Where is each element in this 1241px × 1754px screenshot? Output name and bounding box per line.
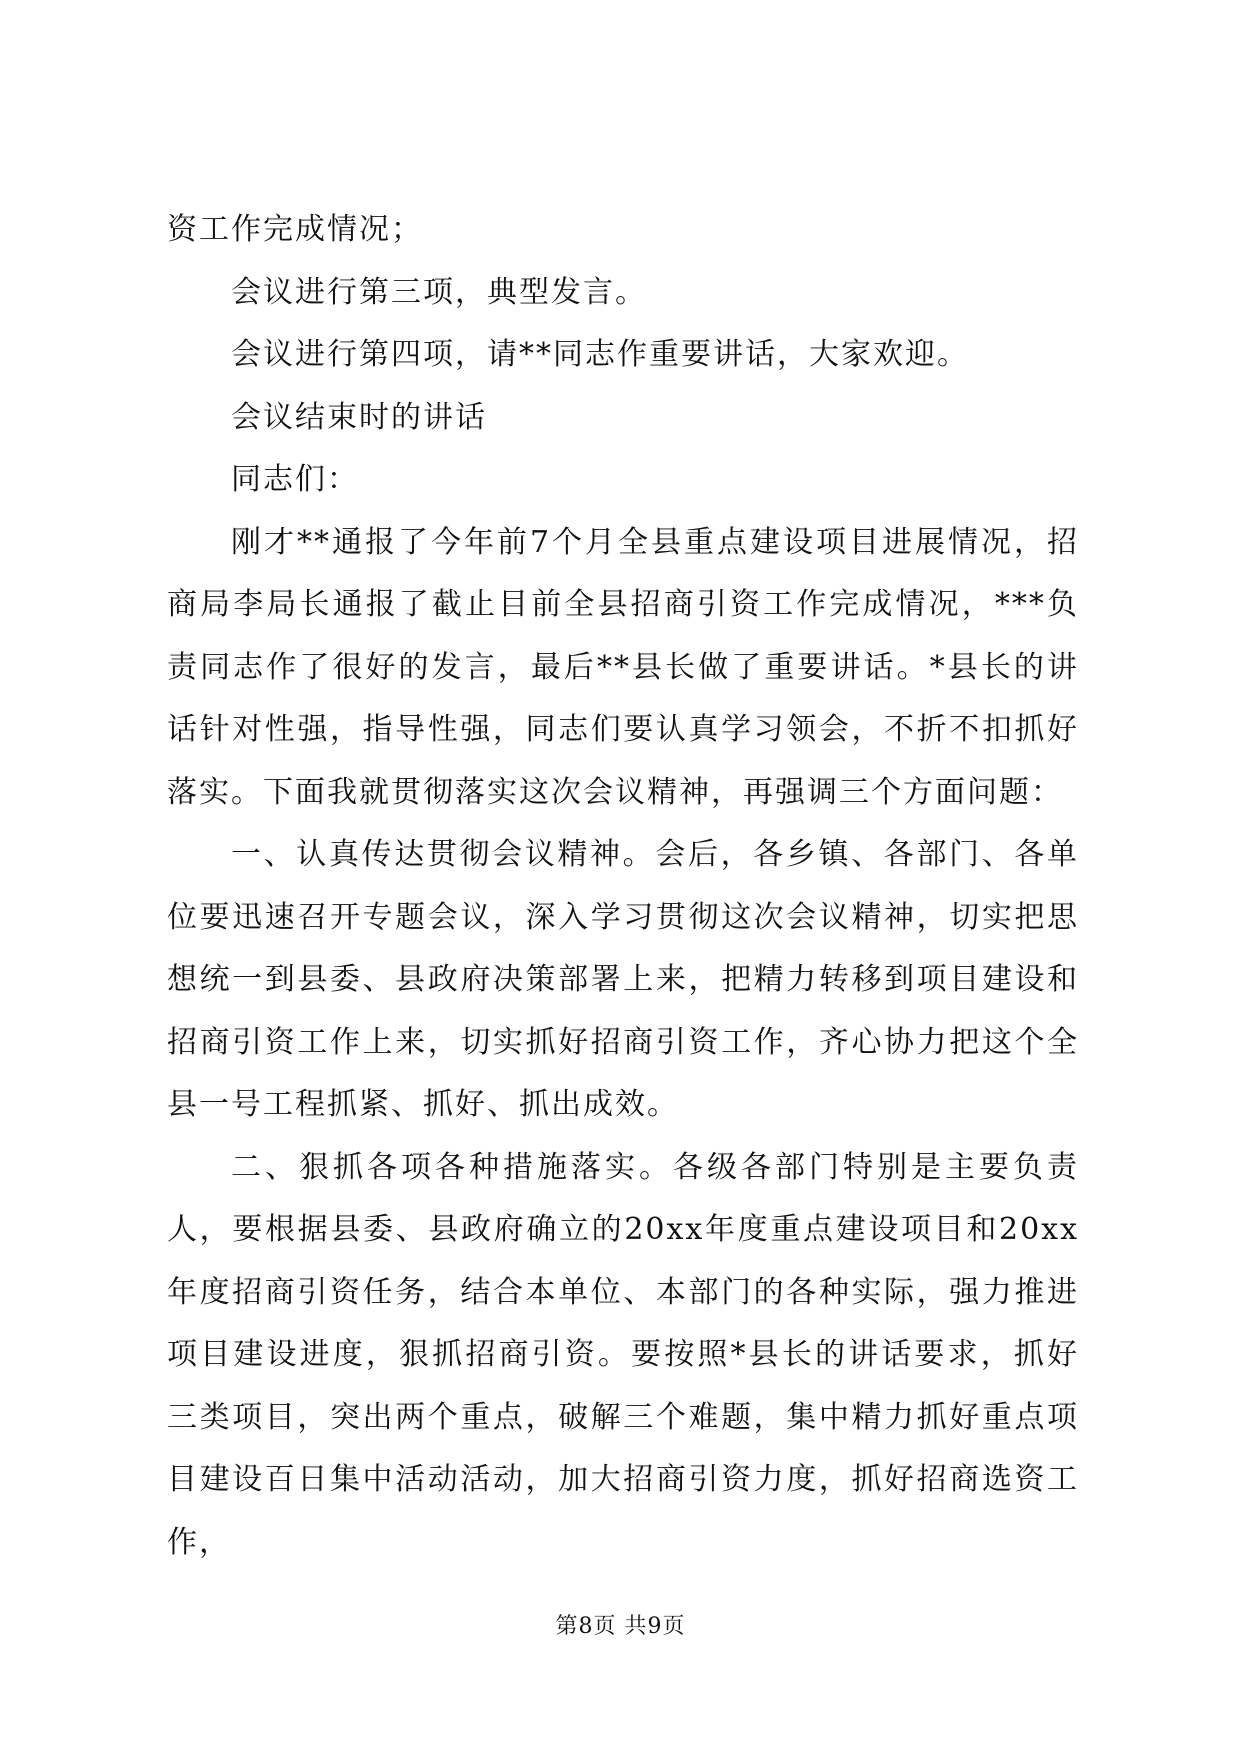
paragraph-2: 会议进行第三项，典型发言。 (231, 274, 647, 310)
paragraph-3: 会议进行第四项，请**同志作重要讲话，大家欢迎。 (231, 337, 969, 372)
paragraph-6: 刚才**通报了今年前7个月全县重点建设项目进展情况，招商局李局长通报了截止目前全县招商引资工作完成情况，***负责同志作了很好的发言，最后**县长做了重要讲话。*县长的讲话针对性强，指导性强，同志们要认真学习领会，不折不扣抓好落实。下面我就贯彻落实这次会议精神，再强调三个方面问题： (167, 524, 1079, 810)
section-heading: 会议结束时的讲话 (231, 399, 487, 435)
page-footer: 第8页 共9页 (555, 1614, 686, 1639)
paragraph-7: 一、认真传达贯彻会议精神。会后，各乡镇、各部门、各单位要迅速召开专题会议，深入学习贯彻这次会议精神，切实把思想统一到县委、县政府决策部署上来，把精力转移到项目建设和招商引资工作上来，切实抓好招商引资工作，齐心协力把这个全县一号工程抓紧、抓好、抓出成效。 (167, 837, 1079, 1122)
document-body (167, 199, 1079, 1574)
paragraph-8: 二、狠抓各项各种措施落实。各级各部门特别是主要负责人，要根据县委、县政府确立的20xx年度重点建设项目和20xx年度招商引资任务，结合本单位、本部门的各种实际，强力推进项目建设进度，狠抓招商引资。要按照*县长的讲话要求，抓好三类项目，突出两个重点，破解三个难题，集中精力抓好重点项目建设百日集中活动活动，加大招商引资力度，抓好招商选资工作， (167, 1149, 1079, 1560)
paragraph-1: 资工作完成情况； (167, 212, 423, 247)
salutation: 同志们： (231, 462, 359, 497)
